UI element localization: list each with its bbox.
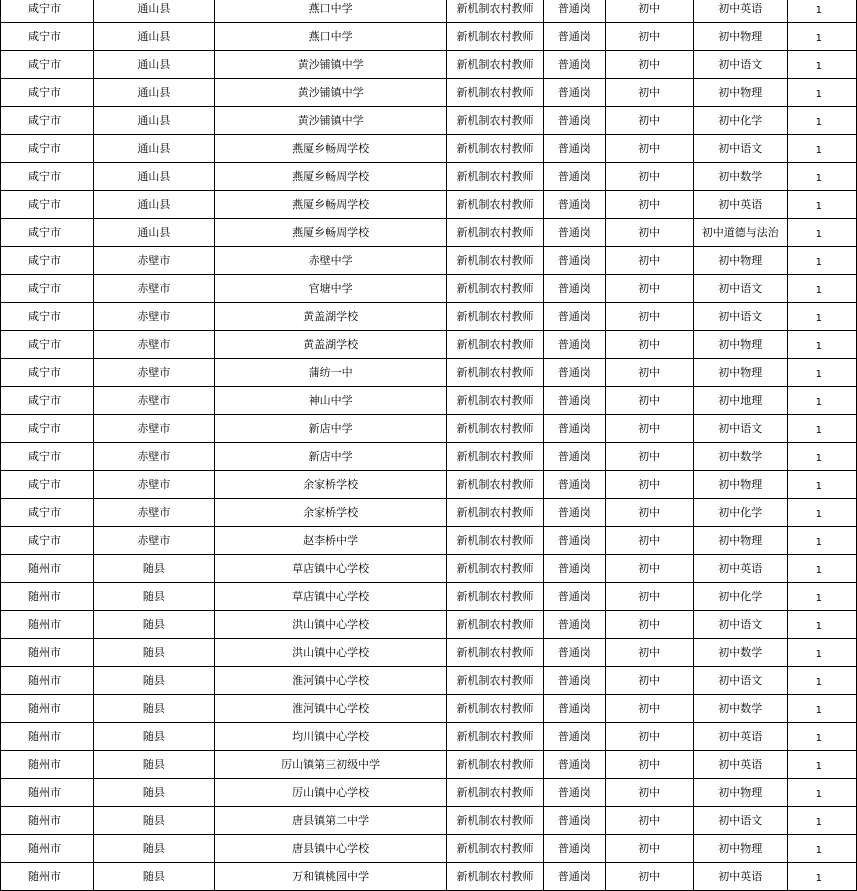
cell-school: 黄沙铺镇中学: [214, 79, 446, 107]
table-row: [1, 807, 857, 835]
cell-subject: 初中物理: [693, 23, 787, 51]
cell-count: 1: [787, 359, 856, 387]
cell-subject: 初中语文: [693, 51, 787, 79]
cell-post: 普通岗: [543, 639, 605, 667]
cell-post: 普通岗: [543, 499, 605, 527]
table-row: [1, 415, 857, 443]
cell-type: 新机制农村教师: [447, 79, 543, 107]
cell-city: 随州市: [1, 583, 94, 611]
cell-level: 初中: [605, 723, 693, 751]
cell-school: 余家桥学校: [214, 499, 446, 527]
cell-type: 新机制农村教师: [447, 527, 543, 555]
cell-count: 1: [787, 555, 856, 583]
table-row: [1, 611, 857, 639]
cell-city: 咸宁市: [1, 471, 94, 499]
cell-city: 随州市: [1, 807, 94, 835]
cell-type: 新机制农村教师: [447, 135, 543, 163]
cell-level: 初中: [605, 443, 693, 471]
cell-subject: 初中化学: [693, 107, 787, 135]
cell-count: 1: [787, 583, 856, 611]
cell-subject: 初中物理: [693, 527, 787, 555]
cell-level: 初中: [605, 247, 693, 275]
cell-type: 新机制农村教师: [447, 247, 543, 275]
cell-subject: 初中语文: [693, 611, 787, 639]
cell-county: 通山县: [93, 191, 214, 219]
cell-subject: 初中物理: [693, 779, 787, 807]
cell-county: 随县: [93, 695, 214, 723]
cell-type: 新机制农村教师: [447, 779, 543, 807]
cell-subject: 初中英语: [693, 0, 787, 23]
cell-county: 随县: [93, 835, 214, 863]
cell-city: 随州市: [1, 779, 94, 807]
table-row: [1, 835, 857, 863]
cell-subject: 初中语文: [693, 807, 787, 835]
cell-post: 普通岗: [543, 107, 605, 135]
cell-post: 普通岗: [543, 751, 605, 779]
cell-school: 草店镇中心学校: [214, 555, 446, 583]
cell-type: 新机制农村教师: [447, 471, 543, 499]
table-row: [1, 779, 857, 807]
cell-city: 咸宁市: [1, 0, 94, 23]
cell-school: 燕厦乡畅周学校: [214, 191, 446, 219]
cell-count: 1: [787, 219, 856, 247]
cell-level: 初中: [605, 303, 693, 331]
cell-level: 初中: [605, 0, 693, 23]
cell-count: 1: [787, 191, 856, 219]
cell-count: 1: [787, 835, 856, 863]
cell-school: 唐县镇第二中学: [214, 807, 446, 835]
cell-school: 官塘中学: [214, 275, 446, 303]
cell-count: 1: [787, 135, 856, 163]
table-row: [1, 23, 857, 51]
cell-county: 随县: [93, 639, 214, 667]
cell-county: 通山县: [93, 0, 214, 23]
cell-city: 咸宁市: [1, 163, 94, 191]
cell-count: 1: [787, 779, 856, 807]
cell-level: 初中: [605, 611, 693, 639]
cell-city: 咸宁市: [1, 387, 94, 415]
cell-post: 普通岗: [543, 331, 605, 359]
cell-school: 新店中学: [214, 443, 446, 471]
cell-subject: 初中化学: [693, 583, 787, 611]
cell-subject: 初中语文: [693, 667, 787, 695]
cell-school: 黄沙铺镇中学: [214, 51, 446, 79]
cell-city: 随州市: [1, 863, 94, 891]
cell-subject: 初中数学: [693, 639, 787, 667]
cell-count: 1: [787, 751, 856, 779]
cell-city: 随州市: [1, 695, 94, 723]
cell-county: 赤壁市: [93, 499, 214, 527]
cell-city: 咸宁市: [1, 443, 94, 471]
cell-city: 随州市: [1, 751, 94, 779]
cell-level: 初中: [605, 415, 693, 443]
cell-post: 普通岗: [543, 835, 605, 863]
table-row: [1, 387, 857, 415]
cell-city: 咸宁市: [1, 135, 94, 163]
cell-type: 新机制农村教师: [447, 219, 543, 247]
table-row: [1, 471, 857, 499]
table-body: [1, 0, 857, 891]
cell-level: 初中: [605, 779, 693, 807]
cell-count: 1: [787, 0, 856, 23]
cell-county: 随县: [93, 667, 214, 695]
cell-subject: 初中道德与法治: [693, 219, 787, 247]
cell-school: 神山中学: [214, 387, 446, 415]
cell-level: 初中: [605, 219, 693, 247]
table-row: [1, 443, 857, 471]
cell-subject: 初中语文: [693, 275, 787, 303]
cell-county: 随县: [93, 779, 214, 807]
cell-level: 初中: [605, 499, 693, 527]
cell-count: 1: [787, 163, 856, 191]
cell-type: 新机制农村教师: [447, 807, 543, 835]
cell-city: 咸宁市: [1, 499, 94, 527]
cell-city: 咸宁市: [1, 191, 94, 219]
table-row: [1, 863, 857, 891]
cell-level: 初中: [605, 51, 693, 79]
cell-subject: 初中英语: [693, 751, 787, 779]
cell-type: 新机制农村教师: [447, 499, 543, 527]
cell-subject: 初中物理: [693, 359, 787, 387]
cell-post: 普通岗: [543, 807, 605, 835]
cell-count: 1: [787, 275, 856, 303]
cell-city: 随州市: [1, 611, 94, 639]
cell-school: 黄盖湖学校: [214, 303, 446, 331]
table-row: [1, 219, 857, 247]
cell-post: 普通岗: [543, 583, 605, 611]
cell-county: 赤壁市: [93, 415, 214, 443]
cell-post: 普通岗: [543, 555, 605, 583]
cell-county: 随县: [93, 807, 214, 835]
table-row: [1, 107, 857, 135]
table-row: [1, 555, 857, 583]
cell-city: 咸宁市: [1, 23, 94, 51]
cell-count: 1: [787, 415, 856, 443]
cell-type: 新机制农村教师: [447, 863, 543, 891]
cell-school: 唐县镇中心学校: [214, 835, 446, 863]
table-row: [1, 191, 857, 219]
cell-level: 初中: [605, 471, 693, 499]
cell-subject: 初中物理: [693, 471, 787, 499]
cell-county: 随县: [93, 555, 214, 583]
cell-count: 1: [787, 695, 856, 723]
cell-school: 黄沙铺镇中学: [214, 107, 446, 135]
cell-level: 初中: [605, 387, 693, 415]
cell-level: 初中: [605, 751, 693, 779]
cell-city: 随州市: [1, 723, 94, 751]
cell-city: 咸宁市: [1, 415, 94, 443]
cell-school: 厉山镇中心学校: [214, 779, 446, 807]
cell-count: 1: [787, 471, 856, 499]
cell-city: 随州市: [1, 555, 94, 583]
cell-county: 赤壁市: [93, 471, 214, 499]
table-row: [1, 163, 857, 191]
cell-level: 初中: [605, 135, 693, 163]
cell-city: 咸宁市: [1, 107, 94, 135]
table-row: [1, 275, 857, 303]
table-row: [1, 135, 857, 163]
cell-school: 赤壁中学: [214, 247, 446, 275]
cell-count: 1: [787, 107, 856, 135]
cell-level: 初中: [605, 667, 693, 695]
cell-type: 新机制农村教师: [447, 695, 543, 723]
cell-post: 普通岗: [543, 135, 605, 163]
cell-post: 普通岗: [543, 611, 605, 639]
cell-type: 新机制农村教师: [447, 387, 543, 415]
cell-county: 通山县: [93, 135, 214, 163]
cell-type: 新机制农村教师: [447, 359, 543, 387]
cell-level: 初中: [605, 863, 693, 891]
cell-city: 咸宁市: [1, 275, 94, 303]
cell-post: 普通岗: [543, 191, 605, 219]
cell-type: 新机制农村教师: [447, 835, 543, 863]
cell-level: 初中: [605, 331, 693, 359]
cell-post: 普通岗: [543, 163, 605, 191]
cell-school: 蒲纺一中: [214, 359, 446, 387]
cell-subject: 初中数学: [693, 695, 787, 723]
cell-count: 1: [787, 499, 856, 527]
cell-county: 通山县: [93, 163, 214, 191]
cell-post: 普通岗: [543, 247, 605, 275]
cell-type: 新机制农村教师: [447, 191, 543, 219]
cell-school: 燕厦乡畅周学校: [214, 163, 446, 191]
cell-city: 咸宁市: [1, 527, 94, 555]
cell-school: 燕口中学: [214, 0, 446, 23]
cell-subject: 初中语文: [693, 415, 787, 443]
cell-county: 通山县: [93, 79, 214, 107]
cell-city: 咸宁市: [1, 303, 94, 331]
cell-type: 新机制农村教师: [447, 555, 543, 583]
cell-subject: 初中地理: [693, 387, 787, 415]
cell-post: 普通岗: [543, 443, 605, 471]
cell-post: 普通岗: [543, 415, 605, 443]
cell-count: 1: [787, 443, 856, 471]
cell-type: 新机制农村教师: [447, 107, 543, 135]
cell-level: 初中: [605, 191, 693, 219]
cell-post: 普通岗: [543, 723, 605, 751]
cell-city: 咸宁市: [1, 51, 94, 79]
cell-type: 新机制农村教师: [447, 639, 543, 667]
table-row: [1, 51, 857, 79]
cell-type: 新机制农村教师: [447, 331, 543, 359]
cell-county: 赤壁市: [93, 387, 214, 415]
cell-school: 厉山镇第三初级中学: [214, 751, 446, 779]
cell-type: 新机制农村教师: [447, 275, 543, 303]
cell-post: 普通岗: [543, 219, 605, 247]
cell-county: 赤壁市: [93, 443, 214, 471]
cell-type: 新机制农村教师: [447, 415, 543, 443]
cell-school: 草店镇中心学校: [214, 583, 446, 611]
cell-post: 普通岗: [543, 471, 605, 499]
cell-county: 通山县: [93, 219, 214, 247]
cell-city: 随州市: [1, 639, 94, 667]
cell-type: 新机制农村教师: [447, 23, 543, 51]
cell-level: 初中: [605, 79, 693, 107]
cell-county: 随县: [93, 583, 214, 611]
cell-school: 均川镇中心学校: [214, 723, 446, 751]
cell-level: 初中: [605, 107, 693, 135]
cell-county: 随县: [93, 751, 214, 779]
cell-school: 洪山镇中心学校: [214, 611, 446, 639]
cell-level: 初中: [605, 359, 693, 387]
cell-subject: 初中英语: [693, 191, 787, 219]
cell-type: 新机制农村教师: [447, 611, 543, 639]
cell-school: 燕厦乡畅周学校: [214, 219, 446, 247]
cell-count: 1: [787, 247, 856, 275]
cell-subject: 初中物理: [693, 247, 787, 275]
table-row: [1, 499, 857, 527]
cell-post: 普通岗: [543, 79, 605, 107]
cell-post: 普通岗: [543, 0, 605, 23]
cell-school: 新店中学: [214, 415, 446, 443]
cell-subject: 初中物理: [693, 331, 787, 359]
cell-type: 新机制农村教师: [447, 0, 543, 23]
cell-county: 通山县: [93, 51, 214, 79]
cell-school: 万和镇桃园中学: [214, 863, 446, 891]
cell-post: 普通岗: [543, 527, 605, 555]
cell-level: 初中: [605, 835, 693, 863]
cell-county: 通山县: [93, 23, 214, 51]
cell-subject: 初中英语: [693, 555, 787, 583]
cell-post: 普通岗: [543, 695, 605, 723]
cell-subject: 初中英语: [693, 863, 787, 891]
cell-county: 赤壁市: [93, 331, 214, 359]
cell-post: 普通岗: [543, 359, 605, 387]
cell-count: 1: [787, 723, 856, 751]
cell-count: 1: [787, 667, 856, 695]
table-row: [1, 639, 857, 667]
table-row: [1, 79, 857, 107]
cell-level: 初中: [605, 275, 693, 303]
cell-count: 1: [787, 639, 856, 667]
cell-county: 随县: [93, 723, 214, 751]
cell-post: 普通岗: [543, 51, 605, 79]
cell-post: 普通岗: [543, 779, 605, 807]
cell-level: 初中: [605, 807, 693, 835]
cell-type: 新机制农村教师: [447, 723, 543, 751]
cell-count: 1: [787, 51, 856, 79]
cell-type: 新机制农村教师: [447, 751, 543, 779]
table-row: [1, 751, 857, 779]
cell-count: 1: [787, 79, 856, 107]
cell-level: 初中: [605, 527, 693, 555]
cell-level: 初中: [605, 163, 693, 191]
table-row: [1, 303, 857, 331]
cell-post: 普通岗: [543, 387, 605, 415]
cell-school: 燕口中学: [214, 23, 446, 51]
cell-type: 新机制农村教师: [447, 51, 543, 79]
cell-county: 赤壁市: [93, 359, 214, 387]
cell-subject: 初中数学: [693, 163, 787, 191]
cell-level: 初中: [605, 555, 693, 583]
cell-school: 燕厦乡畅周学校: [214, 135, 446, 163]
table-row: [1, 0, 857, 23]
cell-city: 咸宁市: [1, 219, 94, 247]
cell-school: 余家桥学校: [214, 471, 446, 499]
cell-school: 洪山镇中心学校: [214, 639, 446, 667]
cell-count: 1: [787, 303, 856, 331]
cell-city: 咸宁市: [1, 331, 94, 359]
cell-type: 新机制农村教师: [447, 667, 543, 695]
cell-city: 咸宁市: [1, 247, 94, 275]
cell-level: 初中: [605, 583, 693, 611]
cell-subject: 初中语文: [693, 135, 787, 163]
cell-count: 1: [787, 331, 856, 359]
cell-post: 普通岗: [543, 275, 605, 303]
cell-subject: 初中物理: [693, 79, 787, 107]
table-row: [1, 723, 857, 751]
cell-county: 随县: [93, 863, 214, 891]
cell-city: 随州市: [1, 835, 94, 863]
cell-county: 随县: [93, 611, 214, 639]
cell-level: 初中: [605, 23, 693, 51]
cell-city: 咸宁市: [1, 79, 94, 107]
cell-count: 1: [787, 527, 856, 555]
cell-subject: 初中语文: [693, 303, 787, 331]
cell-count: 1: [787, 387, 856, 415]
cell-type: 新机制农村教师: [447, 443, 543, 471]
table-row: [1, 667, 857, 695]
cell-school: 黄盖湖学校: [214, 331, 446, 359]
cell-level: 初中: [605, 639, 693, 667]
table-row: [1, 527, 857, 555]
cell-school: 淮河镇中心学校: [214, 695, 446, 723]
cell-county: 赤壁市: [93, 527, 214, 555]
table-row: [1, 331, 857, 359]
cell-count: 1: [787, 807, 856, 835]
cell-subject: 初中物理: [693, 835, 787, 863]
cell-count: 1: [787, 23, 856, 51]
cell-county: 赤壁市: [93, 303, 214, 331]
cell-subject: 初中化学: [693, 499, 787, 527]
cell-level: 初中: [605, 695, 693, 723]
table-row: [1, 359, 857, 387]
cell-school: 赵李桥中学: [214, 527, 446, 555]
cell-post: 普通岗: [543, 863, 605, 891]
cell-type: 新机制农村教师: [447, 303, 543, 331]
cell-count: 1: [787, 611, 856, 639]
cell-school: 淮河镇中心学校: [214, 667, 446, 695]
cell-county: 通山县: [93, 107, 214, 135]
cell-post: 普通岗: [543, 23, 605, 51]
cell-county: 赤壁市: [93, 275, 214, 303]
cell-count: 1: [787, 863, 856, 891]
table-row: [1, 583, 857, 611]
table-row: [1, 247, 857, 275]
cell-subject: 初中英语: [693, 723, 787, 751]
cell-city: 随州市: [1, 667, 94, 695]
cell-post: 普通岗: [543, 667, 605, 695]
cell-county: 赤壁市: [93, 247, 214, 275]
cell-type: 新机制农村教师: [447, 583, 543, 611]
cell-post: 普通岗: [543, 303, 605, 331]
cell-subject: 初中数学: [693, 443, 787, 471]
cell-type: 新机制农村教师: [447, 163, 543, 191]
table-row: [1, 695, 857, 723]
cell-city: 咸宁市: [1, 359, 94, 387]
